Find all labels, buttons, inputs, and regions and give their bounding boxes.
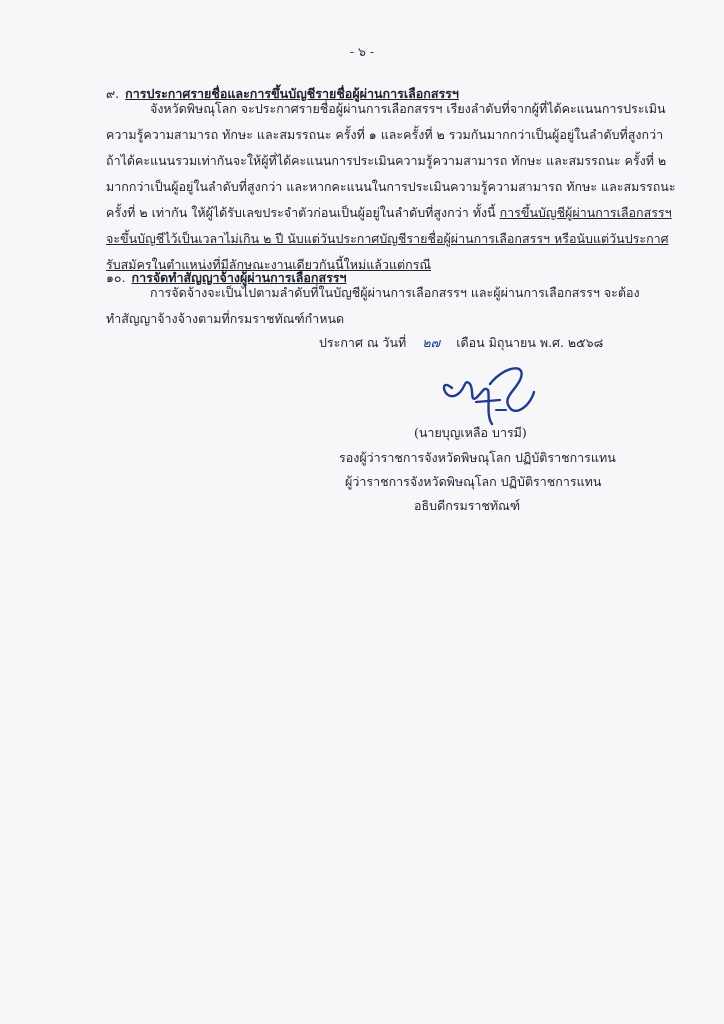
section-9-underlined-start: การขึ้นบัญชีผู้ผ่านการเลือกสรรฯ (499, 205, 672, 220)
section-9-body (106, 96, 676, 278)
signatory-position-3: อธิบดีกรมราชทัณฑ์ (414, 498, 521, 513)
signatory-position-1: รองผู้ว่าราชการจังหวัดพิษณุโลก ปฏิบัติราชการแทน (339, 450, 616, 465)
section-9-line: ความรู้ความสามารถ ทักษะ และสมรรถนะ ครั้งที่ ๑ และครั้งที่ ๒ รวมกันมากกว่าเป็นผู้อยู่ในลำดับที่สูงกว่า (106, 127, 664, 142)
signatory-position-2: ผู้ว่าราชการจังหวัดพิษณุโลก ปฏิบัติราชการแทน (345, 474, 602, 489)
page-number: - ๖ - (349, 44, 375, 59)
handwritten-signature (430, 358, 550, 433)
section-9-line-with-note (106, 200, 672, 226)
section-9-line: มากกว่าเป็นผู้อยู่ในลำดับที่สูงกว่า และหากคะแนนในการประเมินความรู้ความสามารถ ทักษะ และสมรรถนะ (106, 179, 676, 194)
section-9-title: การประกาศรายชื่อและการขึ้นบัญชีรายชื่อผู้ผ่านการเลือกสรรฯ (125, 86, 459, 101)
section-9-underlined-line: จะขึ้นบัญชีไว้เป็นเวลาไม่เกิน ๒ ปี นับแต่วันประกาศบัญชีรายชื่อผู้ผ่านการเลือกสรรฯ หรือนับแต่วันประกาศ (106, 231, 669, 246)
signatory-name: (นายบุญเหลือ บารมี) (414, 425, 527, 440)
section-10-title: การจัดทำสัญญาจ้างผู้ผ่านการเลือกสรรฯ (131, 270, 347, 285)
section-9-underlined-line: รับสมัครในตำแหน่งที่มีลักษณะงานเดียวกันนี้ใหม่แล้วแต่กรณี (106, 257, 432, 272)
announcement-day: ๒๗ (422, 335, 441, 350)
section-9-number: ๙. (106, 86, 120, 101)
section-10-line: ทำสัญญาจ้างจ้างตามที่กรมราชทัณฑ์กำหนด (106, 311, 345, 326)
section-10-line: การจัดจ้างจะเป็นไปตามลำดับที่ในบัญชีผู้ผ่านการเลือกสรรฯ และผู้ผ่านการเลือกสรรฯ จะต้อง (150, 285, 640, 300)
section-9-line: จังหวัดพิษณุโลก จะประกาศรายชื่อผู้ผ่านการเลือกสรรฯ เรียงลำดับที่จากผู้ที่ได้คะแนนการประเมิน (150, 101, 666, 116)
announcement-date (319, 333, 603, 353)
section-9-line: ครั้งที่ ๒ เท่ากัน ให้ผู้ได้รับเลขประจำตัวก่อนเป็นผู้อยู่ในลำดับที่สูงกว่า ทั้งนี้ (106, 205, 500, 220)
section-10-body (106, 280, 640, 332)
section-9-line: ถ้าได้คะแนนรวมเท่ากันจะให้ผู้ที่ได้คะแนนการประเมินความรู้ความสามารถ ทักษะ และสมรรถนะ ครั้งที่ ๒ (106, 153, 667, 168)
announcement-suffix: เดือน มิถุนายน พ.ศ. ๒๕๖๘ (456, 335, 604, 350)
announcement-prefix: ประกาศ ณ วันที่ (319, 335, 407, 350)
section-10-number: ๑๐. (106, 270, 126, 285)
